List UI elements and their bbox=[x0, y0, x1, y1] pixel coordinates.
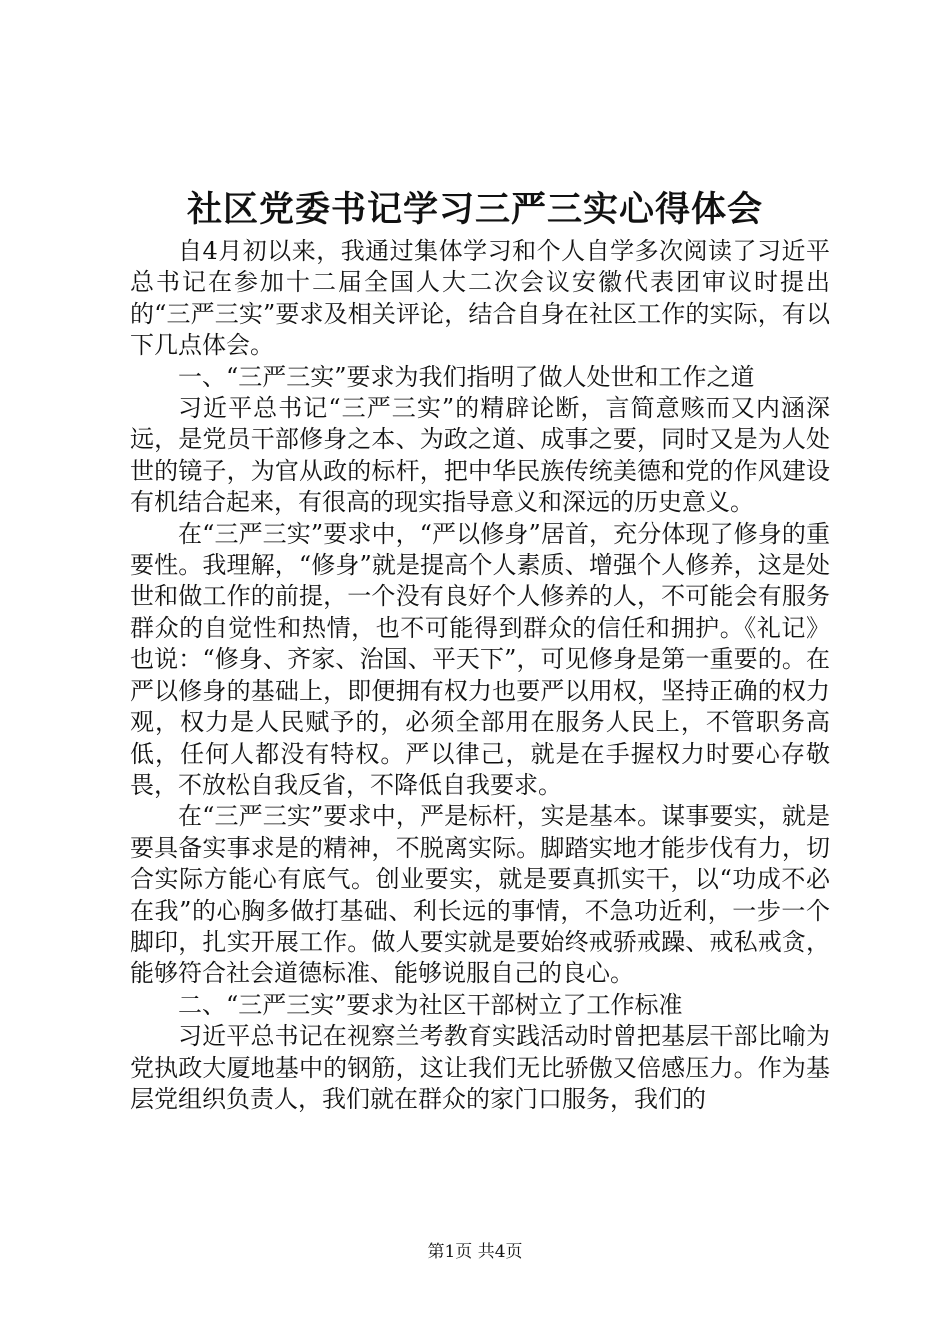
paragraph-strict-and-practical: 在“三严三实”要求中，严是标杆，实是基本。谋事要实，就是要具备实事求是的精神，不脱离实际。脚踏实地才能步伐有力，切合实际方能心有底气。创业要实，就是要真抓实干，以“功成不必在我”的心胸多做打基础、利长远的事情，不急功近利，一步一个脚印，扎实开展工作。做人要实就是要始终戒骄戒躁、戒私戒贪，能够符合社会道德标准、能够说服自己的良心。 bbox=[130, 802, 830, 988]
document-body bbox=[130, 236, 830, 1115]
section-heading-one: 一、“三严三实”要求为我们指明了做人处世和工作之道 bbox=[178, 362, 755, 391]
paragraph-self-cultivation: 在“三严三实”要求中，“严以修身”居首，充分体现了修身的重要性。我理解，“修身”就是提高个人素质、增强个人修养，这是处世和做工作的前提，一个没有良好个人修养的人，不可能会有服务群众的自觉性和热情，也不可能得到群众的信任和拥护。《礼记》也说：“修身、齐家、治国、平天下”，可见修身是第一重要的。在严以修身的基础上，即便拥有权力也要严以用权，坚持正确的权力观，权力是人民赋予的，必须全部用在服务人民上，不管职务高低，任何人都没有特权。严以律己，就是在手握权力时要心存敬畏，不放松自我反省，不降低自我要求。 bbox=[130, 519, 830, 799]
page-number-footer: 第1页 共4页 bbox=[427, 1242, 523, 1262]
document-title: 社区党委书记学习三严三实心得体会 bbox=[186, 189, 763, 230]
paragraph-section-two-intro: 习近平总书记在视察兰考教育实践活动时曾把基层干部比喻为党执政大厦地基中的钢筋，这让我们无比骄傲又倍感压力。作为基层党组织负责人，我们就在群众的家门口服务，我们的 bbox=[130, 1022, 830, 1113]
section-heading-two: 二、“三严三实”要求为社区干部树立了工作标准 bbox=[178, 990, 683, 1019]
paragraph-intro: 自4月初以来，我通过集体学习和个人自学多次阅读了习近平总书记在参加十二届全国人大二次会议安徽代表团审议时提出的“三严三实”要求及相关评论，结合自身在社区工作的实际，有以下几点体会。 bbox=[130, 237, 830, 360]
paragraph-section-one-intro: 习近平总书记“三严三实”的精辟论断，言简意赅而又内涵深远，是党员干部修身之本、为政之道、成事之要，同时又是为人处世的镜子，为官从政的标杆，把中华民族传统美德和党的作风建设有机结合起来，有很高的现实指导意义和深远的历史意义。 bbox=[130, 394, 830, 517]
